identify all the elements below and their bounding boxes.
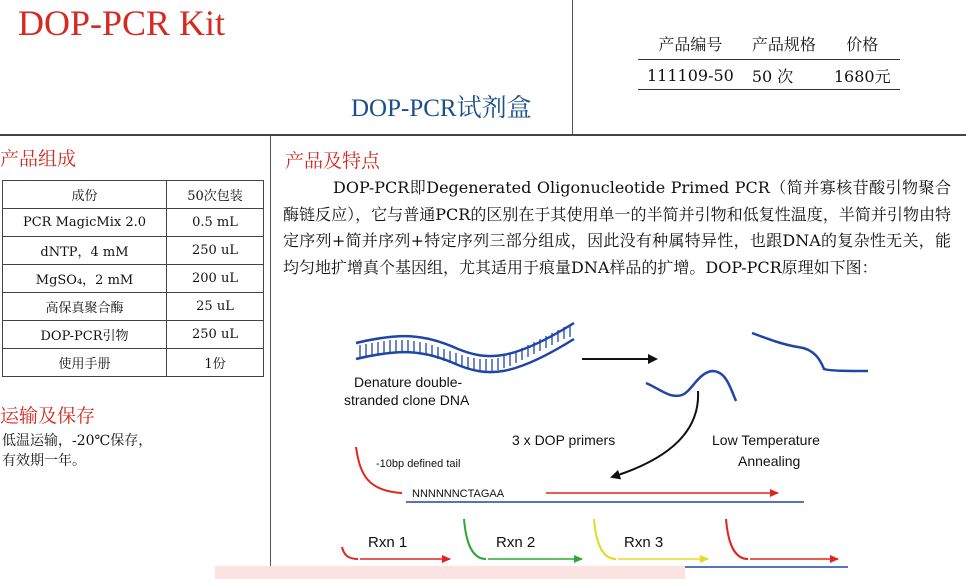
features-heading: 产品及特点 (285, 150, 381, 172)
order-spec: 50 次 (743, 60, 825, 90)
order-header-spec: 产品规格 (743, 30, 825, 60)
rxn1-label: Rxn 1 (368, 534, 408, 551)
component-name: 高保真聚合酶 (3, 293, 167, 321)
header-rule (0, 134, 966, 136)
component-amount: 1份 (167, 349, 264, 377)
product-subtitle: DOP-PCR试剂盒 (351, 95, 532, 122)
component-amount: 25 uL (167, 293, 264, 321)
primer-tail (356, 447, 402, 493)
storage-line-1: 低温运输，-20℃保存， (2, 433, 153, 449)
component-name: dNTP，4 mM (3, 237, 167, 265)
low-temp-label-2: Annealing (738, 453, 801, 469)
storage-heading: 运输及保存 (0, 405, 96, 427)
component-amount: 250 uL (167, 237, 264, 265)
denature-label-2: stranded clone DNA (344, 392, 470, 408)
order-table (638, 30, 900, 90)
component-name: PCR MagicMix 2.0 (3, 209, 167, 237)
denature-label-1: Denature double- (354, 374, 463, 390)
component-amount: 0.5 mL (167, 209, 264, 237)
low-temp-label-1: Low Temperature (712, 432, 820, 448)
table-row (3, 209, 264, 237)
composition-table (2, 180, 264, 377)
column-divider (270, 136, 271, 579)
table-row (3, 293, 264, 321)
double-stranded-dna (356, 323, 574, 372)
features-description (283, 175, 951, 281)
composition-header-amount: 50次包装 (167, 181, 264, 209)
product-title: DOP-PCR Kit (18, 3, 226, 43)
table-row (3, 321, 264, 349)
component-amount: 200 uL (167, 265, 264, 293)
rxn2-label: Rxn 2 (496, 534, 536, 551)
component-name: DOP-PCR引物 (3, 321, 167, 349)
component-amount: 250 uL (167, 321, 264, 349)
storage-text (2, 431, 152, 471)
order-code: 111109-50 (638, 60, 743, 90)
rxn4-product (726, 519, 838, 559)
single-strand-b (752, 333, 868, 371)
table-row (3, 265, 264, 293)
tail-label: -10bp defined tail (376, 458, 461, 470)
component-name: MgSO₄，2 mM (3, 265, 167, 293)
features-body: DOP-PCR即Degenerated Oligonucleotide Primed PCR（简并寡核苷酸引物聚合酶链反应），它与普通PCR的区别在于其使用单一的半简并引物和低复性温度，半简并引物由特定序列+简并序列+特定序列三部分组成，因此没有种属特异性，也跟DNA的复杂性无关，能均匀地扩增真个基因组，尤其适用于痕量DNA样品的扩增。DOP-PCR原理如下图： (283, 178, 951, 277)
single-strand-a (646, 371, 736, 401)
table-row (3, 349, 264, 377)
footer-band (215, 566, 685, 579)
primer-sequence: NNNNNNCTAGAA (412, 488, 505, 500)
table-row (3, 237, 264, 265)
rxn3-label: Rxn 3 (624, 534, 664, 551)
primers-label: 3 x DOP primers (512, 432, 616, 448)
order-row (638, 60, 900, 90)
header-divider (572, 0, 573, 135)
order-header-code: 产品编号 (638, 30, 743, 60)
storage-line-2: 有效期一年。 (2, 453, 86, 469)
dop-pcr-diagram (338, 315, 938, 579)
order-price: 1680元 (825, 60, 900, 90)
component-name: 使用手册 (3, 349, 167, 377)
composition-heading: 产品组成 (0, 148, 77, 170)
order-header-price: 价格 (825, 30, 900, 60)
composition-header-component: 成份 (3, 181, 167, 209)
annealing-arrow (612, 391, 698, 477)
